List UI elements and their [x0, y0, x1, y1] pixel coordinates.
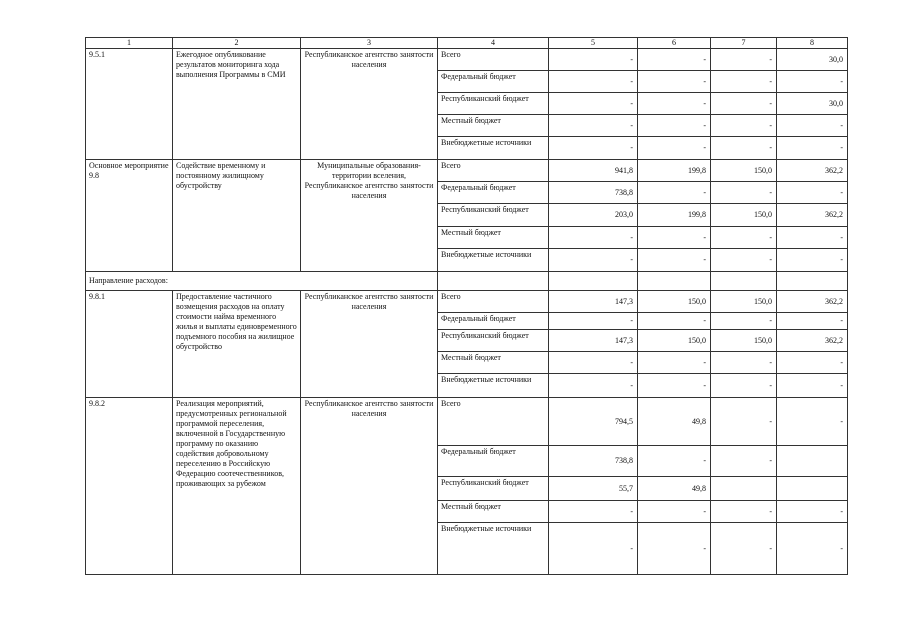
- value-cell: -: [638, 93, 711, 115]
- funding-source: Республиканский бюджет: [438, 93, 549, 115]
- budget-table: [85, 37, 848, 575]
- value-cell: 362,2: [777, 160, 848, 182]
- value-cell: -: [638, 523, 711, 575]
- value-cell: 49,8: [638, 477, 711, 501]
- executor: Республиканское агентство занятости населения: [301, 49, 438, 160]
- value-cell: [777, 477, 848, 501]
- funding-source: Всего: [438, 398, 549, 446]
- value-cell: -: [549, 249, 638, 272]
- funding-source: Республиканский бюджет: [438, 330, 549, 352]
- value-cell: 199,8: [638, 204, 711, 227]
- column-header: 1: [86, 38, 173, 49]
- value-cell: -: [549, 352, 638, 374]
- section-label: Направление расходов:: [86, 272, 438, 291]
- executor: Муниципальные образования-территории вселения, Республиканское агентство занятости населения: [301, 160, 438, 272]
- value-cell: -: [638, 501, 711, 523]
- value-cell: -: [711, 115, 777, 137]
- value-cell: 199,8: [638, 160, 711, 182]
- value-cell: -: [777, 249, 848, 272]
- value-cell: -: [777, 137, 848, 160]
- funding-source: Федеральный бюджет: [438, 446, 549, 477]
- value-cell: 362,2: [777, 330, 848, 352]
- value-cell: 738,8: [549, 446, 638, 477]
- funding-source: Местный бюджет: [438, 227, 549, 249]
- executor: Республиканское агентство занятости населения: [301, 398, 438, 575]
- value-cell: -: [711, 352, 777, 374]
- value-cell: -: [777, 313, 848, 330]
- executor: Республиканское агентство занятости населения: [301, 291, 438, 398]
- value-cell: 147,3: [549, 291, 638, 313]
- value-cell: -: [711, 71, 777, 93]
- value-cell: -: [777, 182, 848, 204]
- value-cell: -: [549, 115, 638, 137]
- funding-source: Внебюджетные источники: [438, 249, 549, 272]
- empty-cell: [711, 272, 777, 291]
- column-header: 7: [711, 38, 777, 49]
- value-cell: -: [777, 115, 848, 137]
- value-cell: 49,8: [638, 398, 711, 446]
- table-row: [86, 160, 848, 182]
- column-header: 2: [173, 38, 301, 49]
- value-cell: -: [777, 227, 848, 249]
- activity-code: 9.5.1: [86, 49, 173, 160]
- value-cell: -: [711, 313, 777, 330]
- value-cell: -: [638, 446, 711, 477]
- value-cell: -: [549, 501, 638, 523]
- value-cell: 150,0: [638, 330, 711, 352]
- value-cell: 55,7: [549, 477, 638, 501]
- value-cell: -: [638, 249, 711, 272]
- value-cell: 150,0: [711, 160, 777, 182]
- value-cell: -: [777, 374, 848, 398]
- funding-source: Федеральный бюджет: [438, 71, 549, 93]
- value-cell: -: [549, 523, 638, 575]
- column-header: 4: [438, 38, 549, 49]
- column-header: 3: [301, 38, 438, 49]
- funding-source: Республиканский бюджет: [438, 204, 549, 227]
- value-cell: -: [549, 374, 638, 398]
- activity-name: Предоставление частичного возмещения расходов на оплату стоимости найма временного жилья и выплаты единовременного подъемного пособия на жилищное обустройство: [173, 291, 301, 398]
- value-cell: 147,3: [549, 330, 638, 352]
- value-cell: -: [549, 93, 638, 115]
- funding-source: Федеральный бюджет: [438, 182, 549, 204]
- funding-source: Местный бюджет: [438, 501, 549, 523]
- value-cell: 150,0: [711, 291, 777, 313]
- value-cell: -: [711, 446, 777, 477]
- funding-source: Внебюджетные источники: [438, 137, 549, 160]
- value-cell: -: [549, 71, 638, 93]
- value-cell: -: [711, 398, 777, 446]
- table-row: [86, 398, 848, 446]
- value-cell: 941,8: [549, 160, 638, 182]
- value-cell: -: [777, 71, 848, 93]
- funding-source: Местный бюджет: [438, 115, 549, 137]
- value-cell: -: [638, 313, 711, 330]
- section-row: [86, 272, 848, 291]
- column-number-row: [86, 38, 848, 49]
- value-cell: -: [711, 93, 777, 115]
- value-cell: 738,8: [549, 182, 638, 204]
- activity-name: Содействие временному и постоянному жилищному обустройству: [173, 160, 301, 272]
- value-cell: 203,0: [549, 204, 638, 227]
- value-cell: -: [711, 523, 777, 575]
- value-cell: -: [777, 501, 848, 523]
- value-cell: 150,0: [638, 291, 711, 313]
- activity-code: 9.8.2: [86, 398, 173, 575]
- value-cell: -: [549, 313, 638, 330]
- value-cell: [711, 477, 777, 501]
- value-cell: 150,0: [711, 330, 777, 352]
- activity-name: Реализация мероприятий, предусмотренных региональной программой переселения, включенной в Государственную программу по оказанию содействия добровольному переселению в Российскую Федерацию соотечественников, проживающих за рубежом: [173, 398, 301, 575]
- value-cell: -: [711, 182, 777, 204]
- value-cell: -: [711, 501, 777, 523]
- activity-code: 9.8.1: [86, 291, 173, 398]
- table-body: [86, 38, 848, 575]
- value-cell: -: [711, 137, 777, 160]
- activity-code: Основное мероприятие 9.8: [86, 160, 173, 272]
- column-header: 8: [777, 38, 848, 49]
- column-header: 6: [638, 38, 711, 49]
- funding-source: Внебюджетные источники: [438, 374, 549, 398]
- value-cell: 150,0: [711, 204, 777, 227]
- value-cell: -: [549, 137, 638, 160]
- funding-source: Местный бюджет: [438, 352, 549, 374]
- value-cell: 362,2: [777, 291, 848, 313]
- funding-source: Всего: [438, 49, 549, 71]
- value-cell: -: [638, 49, 711, 71]
- funding-source: Всего: [438, 291, 549, 313]
- value-cell: -: [711, 49, 777, 71]
- table-row: [86, 291, 848, 313]
- column-header: 5: [549, 38, 638, 49]
- value-cell: -: [638, 71, 711, 93]
- value-cell: 362,2: [777, 204, 848, 227]
- value-cell: -: [711, 227, 777, 249]
- value-cell: -: [638, 352, 711, 374]
- funding-source: Внебюджетные источники: [438, 523, 549, 575]
- table-row: [86, 49, 848, 71]
- value-cell: -: [638, 115, 711, 137]
- value-cell: -: [711, 249, 777, 272]
- value-cell: -: [711, 374, 777, 398]
- value-cell: -: [777, 523, 848, 575]
- empty-cell: [638, 272, 711, 291]
- value-cell: -: [549, 227, 638, 249]
- funding-source: Республиканский бюджет: [438, 477, 549, 501]
- value-cell: -: [777, 352, 848, 374]
- empty-cell: [549, 272, 638, 291]
- value-cell: 30,0: [777, 49, 848, 71]
- funding-source: Федеральный бюджет: [438, 313, 549, 330]
- empty-cell: [438, 272, 549, 291]
- empty-cell: [777, 272, 848, 291]
- value-cell: -: [638, 182, 711, 204]
- value-cell: 30,0: [777, 93, 848, 115]
- value-cell: -: [638, 137, 711, 160]
- value-cell: -: [638, 374, 711, 398]
- value-cell: 794,5: [549, 398, 638, 446]
- funding-source: Всего: [438, 160, 549, 182]
- value-cell: -: [777, 398, 848, 446]
- value-cell: [777, 446, 848, 477]
- activity-name: Ежегодное опубликование результатов мониторинга хода выполнения Программы в СМИ: [173, 49, 301, 160]
- value-cell: -: [638, 227, 711, 249]
- value-cell: -: [549, 49, 638, 71]
